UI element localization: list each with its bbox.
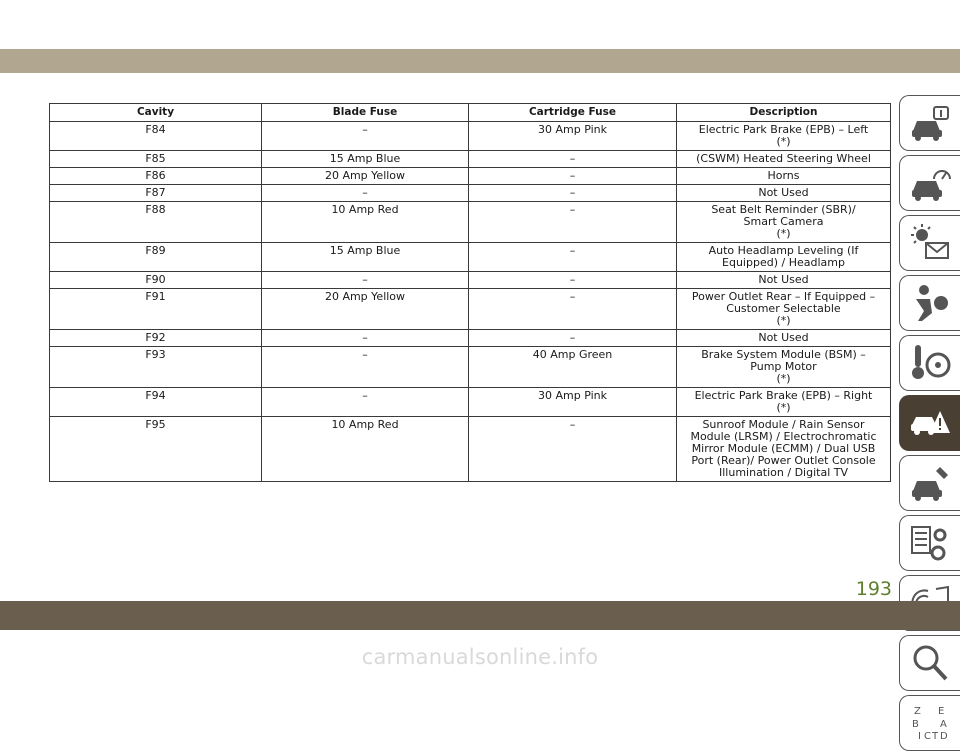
description-line: Smart Camera	[743, 215, 824, 228]
cell-blade-fuse: –	[262, 122, 469, 151]
dashboard-car-icon	[908, 161, 952, 205]
tab-index[interactable]	[899, 695, 960, 751]
svg-text:I: I	[918, 731, 921, 742]
cell-description	[677, 185, 891, 202]
cell-cartridge-fuse: –	[469, 202, 677, 243]
description-line: Illumination / Digital TV	[719, 466, 848, 479]
tab-servicing-maintenance[interactable]	[899, 455, 960, 511]
description-line: Electric Park Brake (EPB) – Right	[694, 389, 873, 402]
cell-description	[677, 417, 891, 482]
header-cartridge-fuse: Cartridge Fuse	[469, 104, 677, 122]
header-description: Description	[677, 104, 891, 122]
cell-cavity: F90	[50, 272, 262, 289]
table-row	[50, 347, 891, 388]
cell-description	[677, 388, 891, 417]
description-line: Sunroof Module / Rain Sensor	[702, 418, 865, 431]
cell-cartridge-fuse: 40 Amp Green	[469, 347, 677, 388]
description-line: Equipped) / Headlamp	[722, 256, 845, 269]
tab-technical-specifications[interactable]	[899, 515, 960, 571]
description-line: Power Outlet Rear – If Equipped –	[691, 290, 876, 303]
cell-description	[677, 243, 891, 272]
svg-text:D: D	[940, 731, 948, 742]
cell-blade-fuse: –	[262, 388, 469, 417]
cell-cartridge-fuse: –	[469, 417, 677, 482]
table-row	[50, 417, 891, 482]
cell-cavity: F88	[50, 202, 262, 243]
cell-blade-fuse: –	[262, 272, 469, 289]
description-line: (*)	[776, 401, 791, 414]
car-info-icon	[908, 101, 952, 145]
cell-cartridge-fuse: –	[469, 330, 677, 347]
cell-description	[677, 289, 891, 330]
description-line: Pump Motor	[750, 360, 817, 373]
header-blade-fuse: Blade Fuse	[262, 104, 469, 122]
cell-description	[677, 151, 891, 168]
description-line: Module (LRSM) / Electrochromatic	[690, 430, 877, 443]
table-row	[50, 272, 891, 289]
cell-cavity: F93	[50, 347, 262, 388]
cell-cartridge-fuse: –	[469, 243, 677, 272]
cell-description	[677, 347, 891, 388]
car-service-icon	[908, 461, 952, 505]
cell-cartridge-fuse: 30 Amp Pink	[469, 388, 677, 417]
cell-blade-fuse: 15 Amp Blue	[262, 243, 469, 272]
cell-cartridge-fuse: –	[469, 168, 677, 185]
svg-text:T: T	[932, 731, 939, 742]
table-row	[50, 388, 891, 417]
description-line: Not Used	[758, 331, 809, 344]
cell-cavity: F95	[50, 417, 262, 482]
bottom-band	[0, 601, 960, 630]
description-line: (*)	[776, 314, 791, 327]
table-row	[50, 243, 891, 272]
top-band	[0, 49, 960, 73]
cell-description	[677, 330, 891, 347]
table-row	[50, 289, 891, 330]
warning-light-message-icon	[908, 221, 952, 265]
description-line: Port (Rear)/ Power Outlet Console	[691, 454, 876, 467]
tab-safety[interactable]	[899, 275, 960, 331]
cell-cavity: F87	[50, 185, 262, 202]
cell-blade-fuse: 20 Amp Yellow	[262, 168, 469, 185]
cell-blade-fuse: 10 Amp Red	[262, 417, 469, 482]
svg-text:E: E	[938, 706, 945, 717]
description-line: Auto Headlamp Leveling (If	[708, 244, 859, 257]
cell-blade-fuse: 15 Amp Blue	[262, 151, 469, 168]
key-steering-wheel-icon	[908, 341, 952, 385]
cell-blade-fuse: –	[262, 185, 469, 202]
description-line: (CSWM) Heated Steering Wheel	[696, 152, 871, 165]
cell-blade-fuse: –	[262, 330, 469, 347]
cell-cavity: F94	[50, 388, 262, 417]
table-row	[50, 122, 891, 151]
description-line: (*)	[776, 135, 791, 148]
table-header-row	[50, 104, 891, 122]
cell-cartridge-fuse: 30 Amp Pink	[469, 122, 677, 151]
table-row	[50, 151, 891, 168]
cell-cavity: F84	[50, 122, 262, 151]
svg-text:A: A	[940, 719, 947, 730]
cell-cartridge-fuse: –	[469, 272, 677, 289]
cell-description	[677, 122, 891, 151]
description-line: Horns	[767, 169, 800, 182]
description-line: Electric Park Brake (EPB) – Left	[698, 123, 869, 136]
cell-cavity: F91	[50, 289, 262, 330]
svg-text:Z: Z	[914, 706, 921, 717]
description-line: Customer Selectable	[726, 302, 841, 315]
tab-getting-to-know-vehicle[interactable]	[899, 155, 960, 211]
description-line: Seat Belt Reminder (SBR)/	[711, 203, 856, 216]
cell-cavity: F85	[50, 151, 262, 168]
svg-text:C: C	[924, 731, 931, 742]
table-row	[50, 168, 891, 185]
tab-starting-operating[interactable]	[899, 335, 960, 391]
description-line: Mirror Module (ECMM) / Dual USB	[691, 442, 876, 455]
tab-instrument-panel[interactable]	[899, 215, 960, 271]
cell-description	[677, 168, 891, 185]
svg-text:B: B	[912, 719, 919, 730]
table-row	[50, 202, 891, 243]
table-row	[50, 330, 891, 347]
cell-cavity: F92	[50, 330, 262, 347]
alphabet-index-icon	[908, 701, 952, 745]
tab-introduction[interactable]	[899, 95, 960, 151]
cell-blade-fuse: 20 Amp Yellow	[262, 289, 469, 330]
description-line: (*)	[776, 227, 791, 240]
cell-cartridge-fuse: –	[469, 151, 677, 168]
watermark-url: carmanualsonline.info	[361, 645, 599, 669]
cell-cartridge-fuse: –	[469, 289, 677, 330]
description-line: Not Used	[758, 273, 809, 286]
cell-description	[677, 202, 891, 243]
table-row	[50, 185, 891, 202]
description-line: Not Used	[758, 186, 809, 199]
tab-in-case-of-emergency[interactable]	[899, 395, 960, 451]
cell-cartridge-fuse: –	[469, 185, 677, 202]
cell-blade-fuse: –	[262, 347, 469, 388]
description-line: Brake System Module (BSM) –	[701, 348, 866, 361]
specifications-gear-icon	[908, 521, 952, 565]
description-line: (*)	[776, 372, 791, 385]
cell-description	[677, 272, 891, 289]
cell-cavity: F89	[50, 243, 262, 272]
cell-cavity: F86	[50, 168, 262, 185]
cell-blade-fuse: 10 Amp Red	[262, 202, 469, 243]
header-cavity: Cavity	[50, 104, 262, 122]
roadside-emergency-icon	[908, 401, 952, 445]
fuse-table	[49, 103, 891, 482]
page-number: 193	[855, 578, 892, 600]
airbag-safety-icon	[908, 281, 952, 325]
